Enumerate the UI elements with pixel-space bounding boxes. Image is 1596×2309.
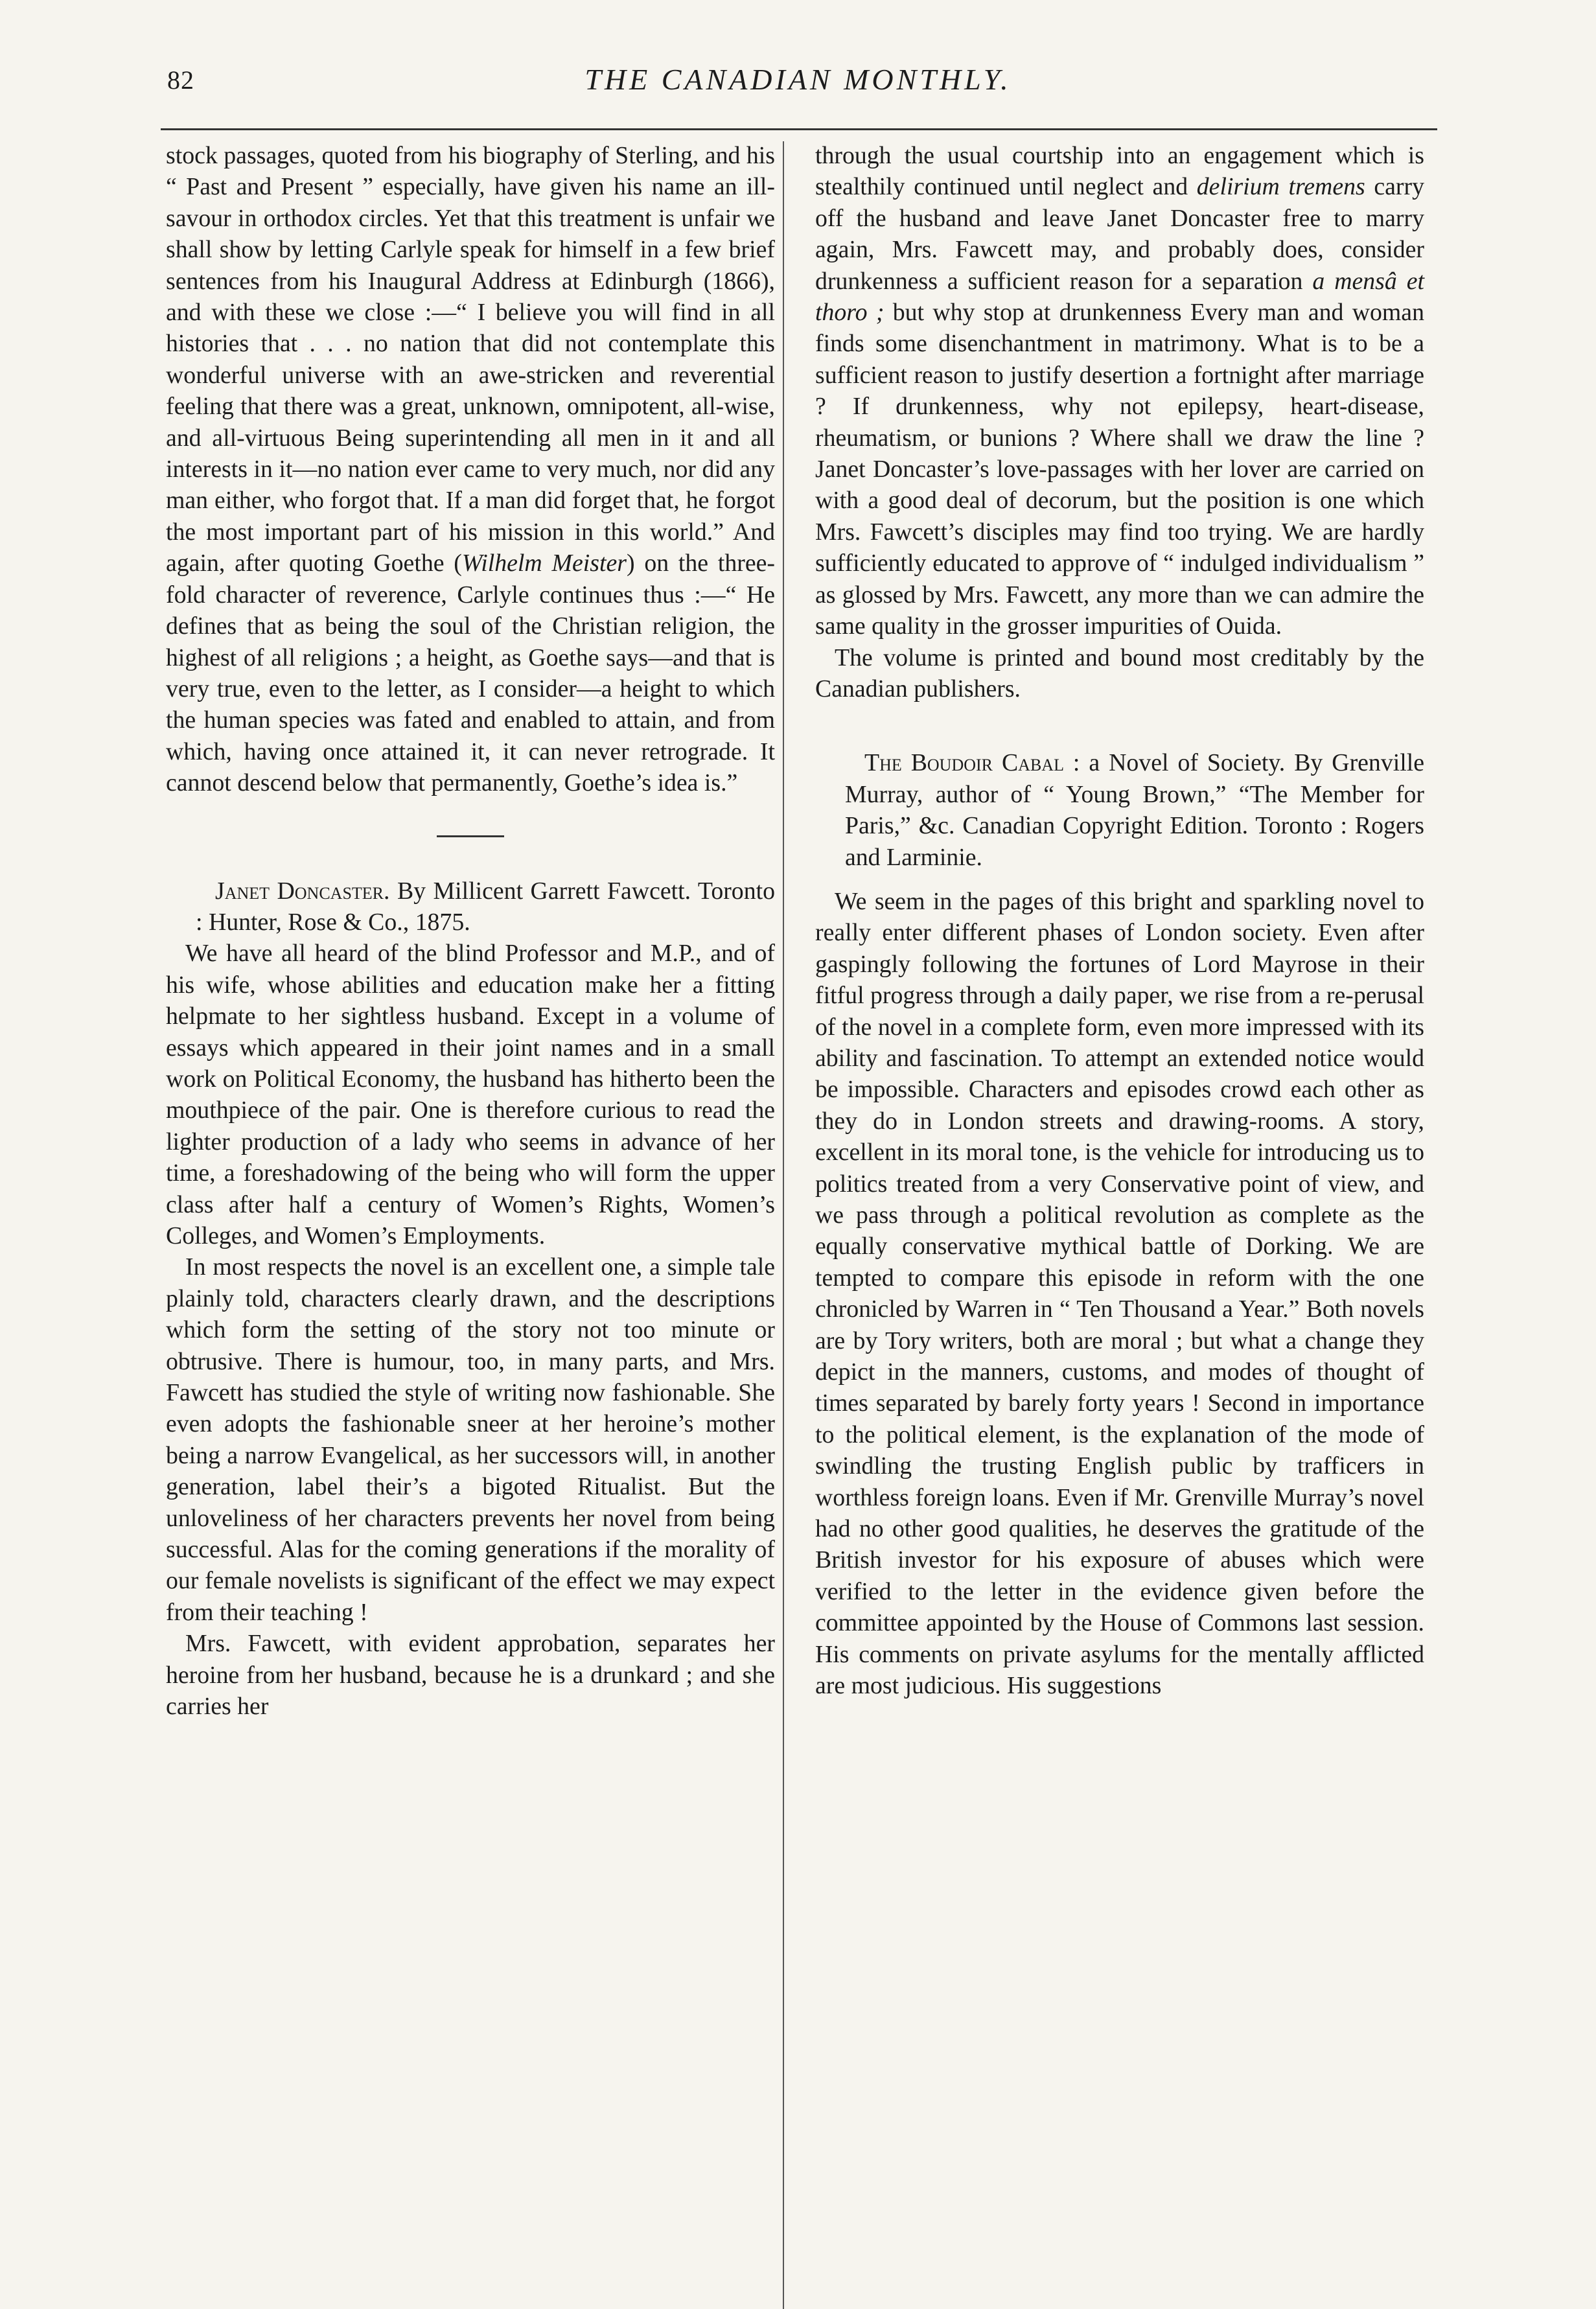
janet-cont-text-c: but why stop at drunkenness Every man and woman finds some disenchantment in matrimony. What is to be a sufficient reason to justify desertion a fortnight after marriage ? If drunkenness, why not epilepsy, heart-disease, rheumatism, or bunions ? Where shall we draw the line ? Janet Doncaster’s love-passages with her lover are carried on with a good deal of decorum, but the position is one which Mrs. Fawcett’s disciples may find too trying. We are hardly sufficiently educated to approve of “ indulged individualism ” as glossed by Mrs. Fawcett, any more than we can admire the same quality in the grosser impurities of Ouida.	[815, 299, 1424, 640]
janet-cont-italic-1: delirium tremens	[1196, 173, 1365, 201]
janet-review-paragraph-1: We have all heard of the blind Professor and M.P., and of his wife, whose abilities and education make her a fitting helpmate to her sightless husband. Except in a volume of essays which appeared in their joint names and in a small work on Political Economy, the husband has hitherto been the mouthpiece of the pair. One is therefore curious to read the lighter production of a lady who seems in advance of her time, a foreshadowing of the being who will form the upper class after half a century of Women’s Rights, Women’s Colleges, and Women’s Employments.	[166, 940, 775, 1249]
carlyle-paragraph	[166, 140, 775, 799]
janet-review-paragraph-2: In most respects the novel is an excellent one, a simple tale plainly told, characters clearly drawn, and the descriptions which form the setting of the story not too minute or obtrusive. There is humour, too, in many parts, and Mrs. Fawcett has studied the style of writing now fashionable. She even adopts the fashionable sneer at her heroine’s mother being a narrow Evangelical, as her successors will, in another generation, label their’s a bigoted Ritualist. But the unloveliness of her characters prevents her novel from being successful. Alas for the coming generations if the morality of our female novelists is significant of the effect we may expect from their teaching !	[166, 1253, 775, 1626]
right-column	[815, 140, 1424, 1702]
janet-cont-text-a: through the usual courtship into an engagement which is stealthily continued until neglect and	[815, 142, 1424, 201]
header-rule	[161, 128, 1437, 130]
janet-doncaster-biblio: By Millicent Garrett Fawcett. Toronto : Hunter, Rose & Co., 1875.	[196, 877, 775, 936]
janet-review-continued	[815, 140, 1424, 642]
janet-doncaster-heading	[166, 876, 775, 938]
janet-doncaster-title: Janet Doncaster.	[215, 877, 390, 905]
heading-gap	[815, 873, 1424, 886]
column-divider	[783, 141, 784, 2309]
section-separator	[166, 799, 775, 876]
janet-review-closing: The volume is printed and bound most creditably by the Canadian publishers.	[815, 644, 1424, 702]
running-title: THE CANADIAN MONTHLY.	[584, 63, 1012, 96]
page-number: 82	[167, 65, 194, 95]
janet-review-paragraph-3: Mrs. Fawcett, with evident approbation, separates her heroine from her husband, because he is a drunkard ; and she carries her	[166, 1630, 775, 1721]
boudoir-cabal-heading	[815, 747, 1424, 873]
janet-cont-text-b: carry off the husband and leave Janet Doncaster free to marry again, Mrs. Fawcett may, and probably does, consider drunkenness a sufficient reason for a separation	[815, 173, 1425, 295]
janet-cont-italic-2: a mensâ et thoro ;	[815, 267, 1425, 327]
left-column	[166, 140, 775, 1723]
carlyle-text-a: stock passages, quoted from his biography of Sterling, and his “ Past and Present ” especially, have given his name an ill-savour in orthodox circles. Yet that this treatment is unfair we shall show by letting Carlyle speak for himself in a few brief sentences from his Inaugural Address at Edinburgh (1866), and with these we close :—“ I believe you will find in all histories that . . . no nation that did not contemplate this wonderful universe with an awe-stricken and reverential feeling that there was a great, unknown, omnipotent, all-wise, and all-virtuous Being superintending all men in it and all interests in it—no nation ever came to very much, nor did any man either, who forgot that. If a man did forget that, he forgot the most important part of his mission in this world.” And again, after quoting Goethe (	[166, 142, 775, 577]
boudoir-review-paragraph: We seem in the pages of this bright and sparkling novel to really enter different phases of London society. Even after gaspingly following the fortunes of Lord Mayrose in their fitful progress through a daily paper, we rise from a re-perusal of the novel in a complete form, even more impressed with its ability and fascination. To attempt an extended notice would be impossible. Characters and episodes crowd each other as they do in London streets and drawing-rooms. A story, excellent in its moral tone, is the vehicle for introducing us to politics treated from a very Conservative point of view, and we pass through a political revolution as complete as the equally conservative mythical battle of Dorking. We are tempted to compare this episode in reform with the one chronicled by Warren in “ Ten Thousand a Year.” Both novels are by Tory writers, both are moral ; but what a change they depict in the manners, customs, and modes of thought of times separated by barely forty years ! Second in importance to the political element, is the explanation of the mode of swindling the trusting English public by trafficers in worthless foreign loans. Even if Mr. Grenville Murray’s novel had no other good qualities, he deserves the gratitude of the British investor for his exposure of abuses which were verified to the letter in the evidence given before the committee appointed by the House of Commons last session. His comments on private asylums for the mentally afflicted are most judicious. His suggestions	[815, 887, 1424, 1700]
carlyle-text-b: ) on the three-fold character of reverence, Carlyle continues thus :—“ He defines that as being the soul of the Christian religion, the highest of all religions ; a height, as Goethe says—and that is very true, even to the letter, as I consider—a height to which the human species was fated and enabled to attain, and from which, having once attained it, it can never retrograde. It cannot descend below that permanently, Goethe’s idea is.”	[166, 550, 775, 797]
carlyle-italic-title: Wilhelm Meister	[461, 550, 627, 577]
boudoir-cabal-title: The Boudoir Cabal :	[864, 749, 1080, 777]
boudoir-cabal-biblio: a Novel of Society. By Grenville Murray, author of “ Young Brown,” “The Member for Paris,” &c. Canadian Copyright Edition. Toronto : Rogers and Larminie.	[845, 749, 1425, 871]
